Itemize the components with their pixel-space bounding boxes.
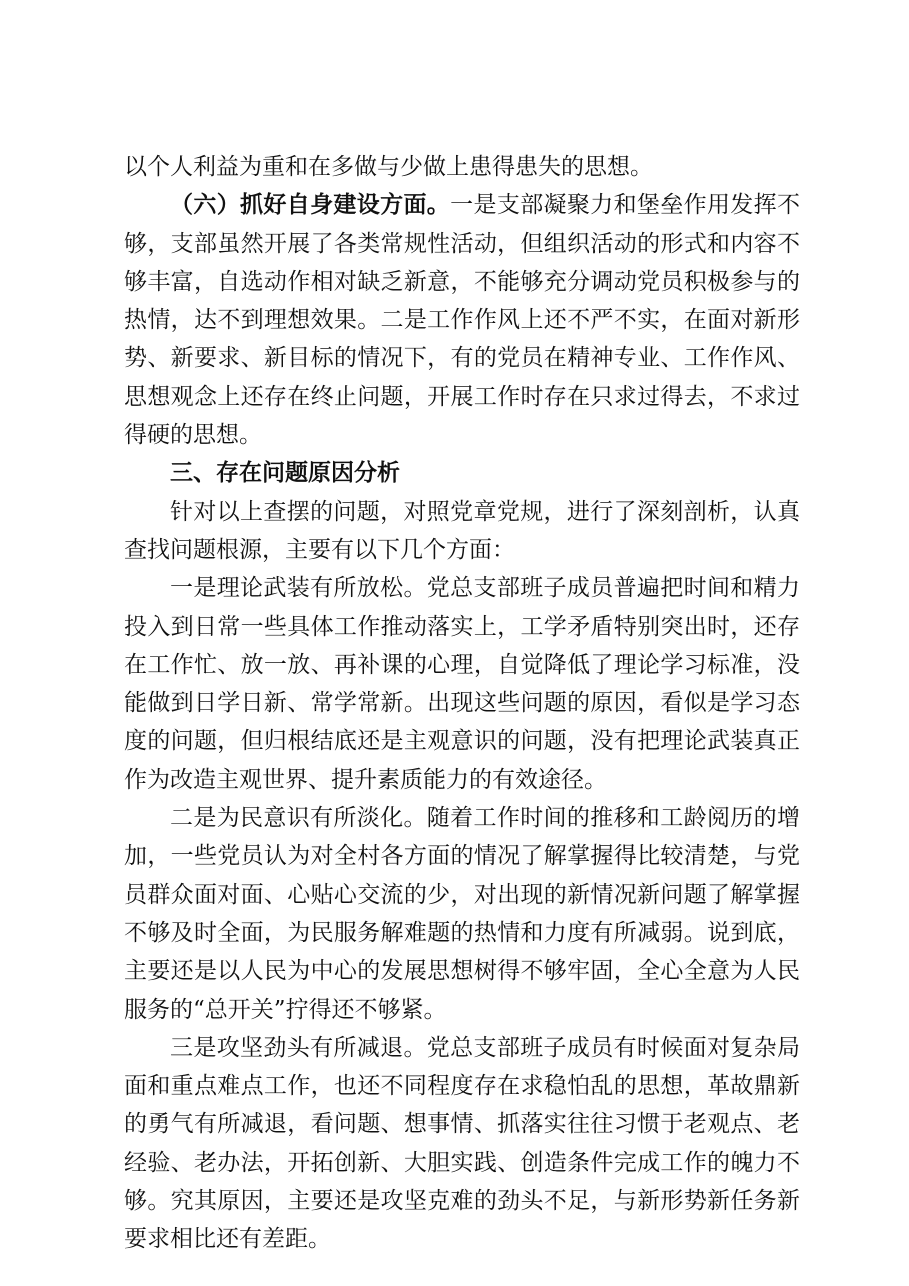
paragraph-self-building [124, 186, 800, 454]
paragraph-continuation: 以个人利益为重和在多做与少做上患得患失的思想。 [124, 154, 653, 180]
paragraph-people: 二是为民意识有所淡化。随着工作时间的推移和工龄阅历的增加，一些党员认为对全村各方面的情况了解掌握得比较清楚，与党员群众面对面、心贴心交流的少，对出现的新情况新问题了解掌握不够及时全面，为民服务解难题的热情和力度有所减弱。说到底，主要还是以人民为中心的发展思想树得不够牢固，全心全意为人民服务的“总开关”拧得还不够紧。 [124, 805, 800, 1023]
section-six-body: 一是支部凝聚力和堡垒作用发挥不够，支部虽然开展了各类常规性活动，但组织活动的形式和内容不够丰富，自选动作相对缺乏新意，不能够充分调动党员积极参与的热情，达不到理想效果。二是工作作风上还不严不实，在面对新形势、新要求、新目标的情况下，有的党员在精神专业、工作作风、思想观念上还存在终止问题，开展工作时存在只求过得去，不求过得硬的思想。 [124, 192, 801, 449]
section-six-title: （六）抓好自身建设方面。 [170, 191, 451, 219]
paragraph-tackle: 三是攻坚劲头有所减退。党总支部班子成员有时候面对复杂局面和重点难点工作，也还不同程度存在求稳怕乱的思想，革故鼎新的勇气有所减退，看问题、想事情、抓落实往往习惯于老观点、老经验、老办法，开拓创新、大胆实践、创造条件完成工作的魄力不够。究其原因，主要还是攻坚克难的劲头不足，与新形势新任务新要求相比还有差距。 [124, 1034, 800, 1253]
paragraph-theory: 一是理论武装有所放松。党总支部班子成员普遍把时间和精力投入到日常一些具体工作推动落实上，工学矛盾特别突出时，还存在工作忙、放一放、再补课的心理，自觉降低了理论学习标准，没能做到日学日新、常学常新。出现这些问题的原因，看似是学习态度的问题，但归根结底还是主观意识的问题，没有把理论武装真正作为改造主观世界、提升素质能力的有效途径。 [124, 575, 800, 793]
paragraph-intro: 针对以上查摆的问题，对照党章党规，进行了深刻剖析，认真查找问题根源，主要有以下几个方面： [124, 498, 800, 563]
section-heading-cause-analysis: 三、存在问题原因分析 [170, 459, 400, 487]
document-body [124, 148, 800, 1259]
